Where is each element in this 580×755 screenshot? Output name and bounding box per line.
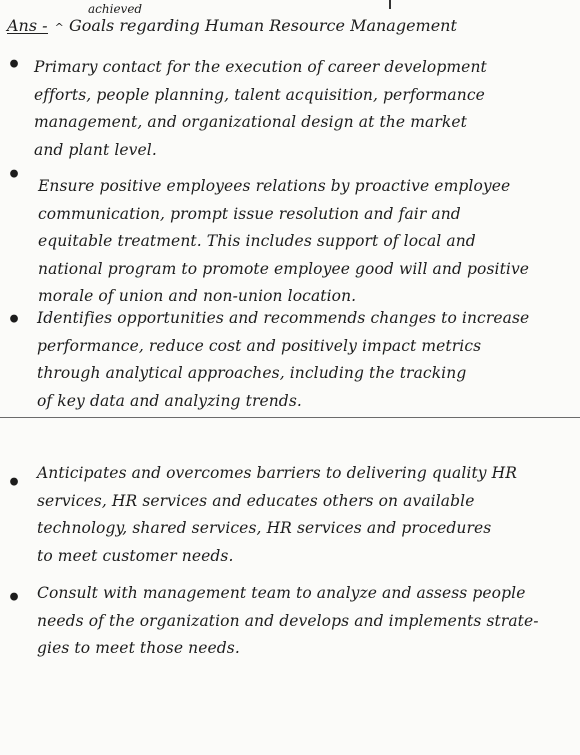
paragraph-line: national program to promote employee good will and positive xyxy=(38,259,530,278)
paragraph-line: efforts, people planning, talent acquisition, performance xyxy=(34,85,485,104)
paragraph-line: Identifies opportunities and recommends changes to increase xyxy=(37,309,530,327)
insertion-caret: ^ xyxy=(54,21,64,34)
paragraph-line: and plant level. xyxy=(34,140,157,159)
answer-heading xyxy=(7,16,457,35)
answer-label: Ans - xyxy=(7,16,48,35)
paragraph-line: Ensure positive employees relations by proactive employee xyxy=(38,177,511,195)
paragraph-line: performance, reduce cost and positively impact metrics xyxy=(37,336,482,355)
paragraph-line: morale of union and non-union location. xyxy=(38,287,357,305)
paragraph-line: gies to meet those needs. xyxy=(37,639,240,657)
page-title: Goals regarding Human Resource Management xyxy=(68,16,457,35)
bullet-paragraph-3 xyxy=(37,305,529,415)
inserted-word: achieved xyxy=(88,2,143,16)
paragraph-line: management, and organizational design at the market xyxy=(34,113,467,131)
top-edge-mark xyxy=(389,0,391,9)
paragraph-line: needs of the organization and develops and implements strate- xyxy=(37,611,539,630)
paragraph-line: Consult with management team to analyze and assess people xyxy=(37,584,526,602)
paragraph-line: through analytical approaches, including the tracking xyxy=(37,364,467,382)
paragraph-line: of key data and analyzing trends. xyxy=(37,391,302,410)
paragraph-line: Anticipates and overcomes barriers to delivering quality HR xyxy=(37,464,518,482)
bullet-paragraph-4 xyxy=(37,460,517,570)
bullet-paragraph-2 xyxy=(38,173,529,311)
bullet-dot: • xyxy=(7,585,22,611)
bullet-dot: • xyxy=(7,52,22,78)
bullet-paragraph-1 xyxy=(34,54,487,164)
bullet-dot: • xyxy=(7,470,22,496)
page-divider xyxy=(0,417,580,418)
bullet-dot: • xyxy=(7,162,22,188)
paragraph-line: to meet customer needs. xyxy=(37,546,234,565)
paragraph-line: equitable treatment. This includes support of local and xyxy=(38,232,476,250)
paragraph-line: services, HR services and educates others on available xyxy=(37,491,475,510)
paragraph-line: technology, shared services, HR services and procedures xyxy=(37,519,492,537)
paragraph-line: Primary contact for the execution of career development xyxy=(34,58,487,76)
bullet-paragraph-5 xyxy=(37,580,539,663)
paragraph-line: communication, prompt issue resolution and fair and xyxy=(38,204,461,223)
bullet-dot: • xyxy=(7,307,22,333)
